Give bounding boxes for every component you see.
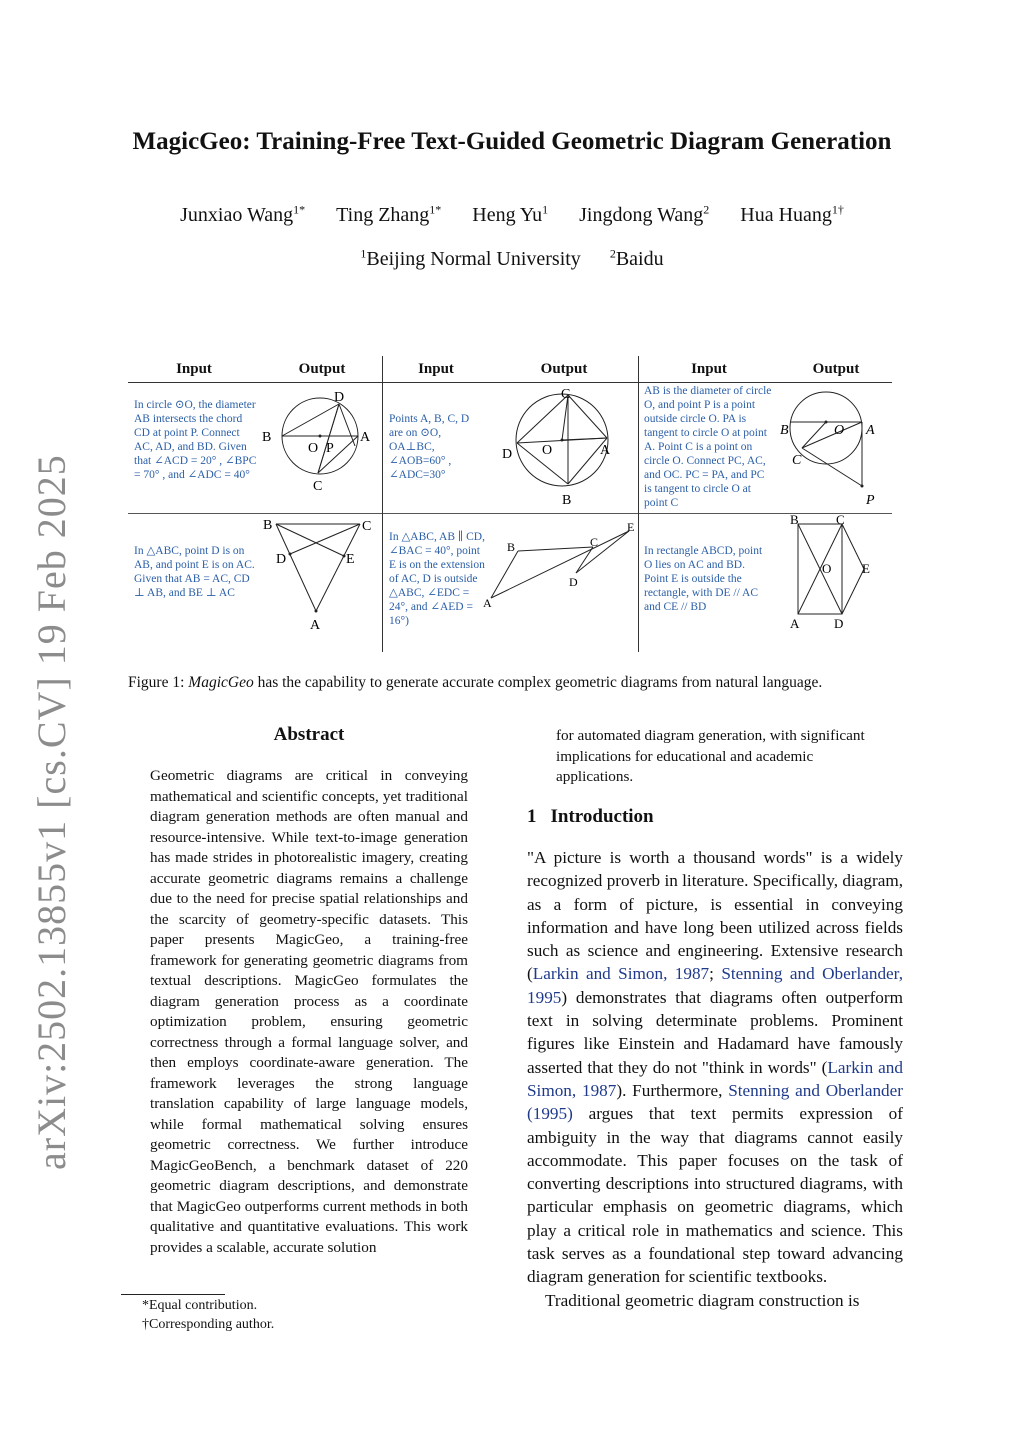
- point-label: A: [866, 423, 875, 438]
- citation-link[interactable]: Stenning and Oberlander, 1995: [527, 964, 903, 1007]
- abstract-heading: Abstract: [273, 724, 345, 745]
- header-input: Input: [418, 361, 454, 377]
- point-label: C: [792, 453, 802, 468]
- point-label: C: [362, 519, 372, 534]
- point-label: B: [262, 430, 272, 445]
- footnote: *Equal contribution.: [142, 1298, 258, 1313]
- author: Hua Huang$^{1\dagger}$: [740, 202, 844, 226]
- point-label: D: [276, 552, 287, 567]
- point-label: C: [313, 479, 323, 494]
- affiliation: $^1$Beijing Normal University: [360, 246, 581, 270]
- point-label: B: [780, 423, 789, 438]
- affiliation: $^2$Baidu: [609, 246, 664, 270]
- point-label: D: [502, 447, 513, 462]
- example-text: AB is the diameter of circle O, and point P is a point outside circle O. PA is tangent to circle O at point A. Point C is a point on circle O. Connect PC, AC, and OC. PC = PA, and PC is tangent to circle O at point C: [644, 385, 772, 509]
- author: Heng Yu$^1$: [472, 202, 549, 226]
- paragraph: "A picture is worth a thousand words" is a widely recognized proverb in literature. Specifically, diagram, as a form of picture, is essential in conveying information and have long been utilized across fields such as science and engineering. Extensive research (Larkin and Simon, 1987; Stenning and Oberlander, 1995) demonstrates that diagrams often outperform text in solving determinate problems. Prominent figures like Einstein and Hadamard have famously asserted that they do not "think in words" (Larkin and Simon, 1987). Furthermore, Stenning and Oberlander (1995) argues that text permits expression of ambiguity in the way that diagrams cannot easily accommodate. This paper focuses on the task of converting descriptions into structured diagrams, with particular emphasis on geometric diagrams, which play a critical role in mathematics and science. This task serves as a foundational step toward advancing diagram generation for scientific textbooks.: [527, 848, 904, 1287]
- citation-link[interactable]: Larkin and Simon, 1987: [532, 964, 710, 984]
- point-label: A: [360, 430, 371, 445]
- header-output: Output: [540, 361, 588, 377]
- point-label: O: [822, 561, 832, 576]
- abstract-text: Geometric diagrams are critical in conveying mathematical and scientific concepts, yet traditional diagram generation methods are often manual and resource-intensive. While text-to-image generation has made strides in photorealistic imagery, creating accurate geometric diagrams remains a challenge due to the need for precise spatial relationships and the scarcity of geometry-specific datasets. This paper presents MagicGeo, a training-free framework for generating geometric diagrams from textual descriptions. MagicGeo formulates the diagram generation process as a coordinate optimization problem, ensuring geometric correctness through a formal language solver, and then employs coordinate-aware generation. The framework leverages the strong language translation capability of large language models, while formal mathematical solving ensures geometric correctness. We further introduce MagicGeoBench, a benchmark dataset of 220 geometric diagram descriptions, and demonstrate that MagicGeo outperforms current methods in both qualitative and quantitative evaluations. This work provides a scalable, accurate solution: [150, 767, 468, 1256]
- paragraph: Traditional geometric diagram construction is: [545, 1290, 860, 1310]
- affiliations: [0, 246, 1024, 271]
- example-text: In rectangle ABCD, point O lies on AC and BD. Point E is outside the rectangle, with DE // AC and CE // BD: [644, 545, 763, 613]
- paper-title: MagicGeo: Training-Free Text-Guided Geometric Diagram Generation: [132, 128, 892, 155]
- abstract-section: [150, 724, 468, 1258]
- figure-header-rule: [128, 382, 892, 383]
- figure-caption: Figure 1: MagicGeo has the capability to generate accurate complex geometric diagrams from natural language.: [128, 674, 823, 691]
- point-label: E: [346, 552, 355, 567]
- point-label: P: [866, 493, 875, 508]
- point-label: O: [834, 423, 845, 438]
- point-label: C: [590, 535, 599, 549]
- diagram-circle-chord: [260, 386, 380, 510]
- abstract-continuation: for automated diagram generation, with significant implications for educational and academic applications.: [556, 727, 865, 785]
- introduction-text: [527, 846, 903, 1312]
- header-output: Output: [812, 361, 860, 377]
- point-label: D: [334, 390, 345, 405]
- example-text: Points A, B, C, D are on ⊙O, OA⊥BC, ∠AOB=60° , ∠ADC=30°: [389, 413, 470, 481]
- author-list: [0, 202, 1024, 227]
- figure-row-rule: [128, 513, 892, 514]
- point-label: B: [263, 518, 273, 533]
- diagram-parallel-triangle: [483, 522, 641, 612]
- header-output: Output: [298, 361, 346, 377]
- citation-link[interactable]: Stenning and Oberlander (1995): [527, 1080, 904, 1124]
- point-label: C: [836, 514, 845, 527]
- example-text: In △ABC, point D is on AB, and point E is on AC. Given that AB = AC, CD ⊥ AB, and BE ⊥ AC: [134, 545, 255, 599]
- point-label: D: [834, 616, 844, 631]
- point-label: B: [562, 493, 572, 508]
- header-input: Input: [691, 361, 727, 377]
- figure-1: [128, 356, 892, 652]
- diagram-triangle-altitudes: [258, 516, 378, 652]
- author: Junxiao Wang$^{1*}$: [180, 202, 306, 226]
- point-label: A: [310, 618, 321, 633]
- point-label: C: [561, 387, 571, 402]
- point-label: O: [308, 441, 319, 456]
- diagram-circle-points: [500, 386, 625, 510]
- footnote: †Corresponding author.: [142, 1317, 275, 1332]
- point-label: B: [790, 514, 799, 527]
- point-label: B: [507, 540, 516, 554]
- point-label: E: [627, 522, 635, 534]
- diagram-tangent-circle: [780, 382, 892, 510]
- point-label: A: [790, 616, 800, 631]
- example-text: In circle ⊙O, the diameter AB intersects the chord CD at point P. Connect AC, AD, and BD. Given that ∠ACD = 20° , ∠BPC = 70° , and ∠ADC = 40°: [134, 399, 257, 481]
- point-label: E: [862, 561, 870, 576]
- diagram-rectangle: [786, 514, 886, 650]
- example-text: In △ABC, AB ∥ CD, ∠BAC = 40°, point E is on the extension of AC, D is outside △ABC, ∠EDC = 24°, and ∠AED = 16°): [389, 531, 485, 627]
- author: Ting Zhang$^{1*}$: [336, 202, 442, 226]
- author: Jingdong Wang$^2$: [579, 202, 710, 226]
- footnote-rule: [121, 1294, 225, 1295]
- point-label: A: [483, 596, 492, 610]
- point-label: A: [600, 443, 611, 458]
- section-heading: 1 Introduction: [527, 806, 654, 827]
- point-label: D: [569, 575, 578, 589]
- citation-link[interactable]: Larkin and Simon, 1987: [527, 1057, 903, 1100]
- header-input: Input: [176, 361, 212, 377]
- point-label: O: [542, 443, 553, 458]
- figure-column-rule: [382, 356, 383, 652]
- arxiv-identifier: arXiv:2502.13855v1 [cs.CV] 19 Feb 2025: [29, 454, 74, 1170]
- point-label: P: [326, 441, 334, 456]
